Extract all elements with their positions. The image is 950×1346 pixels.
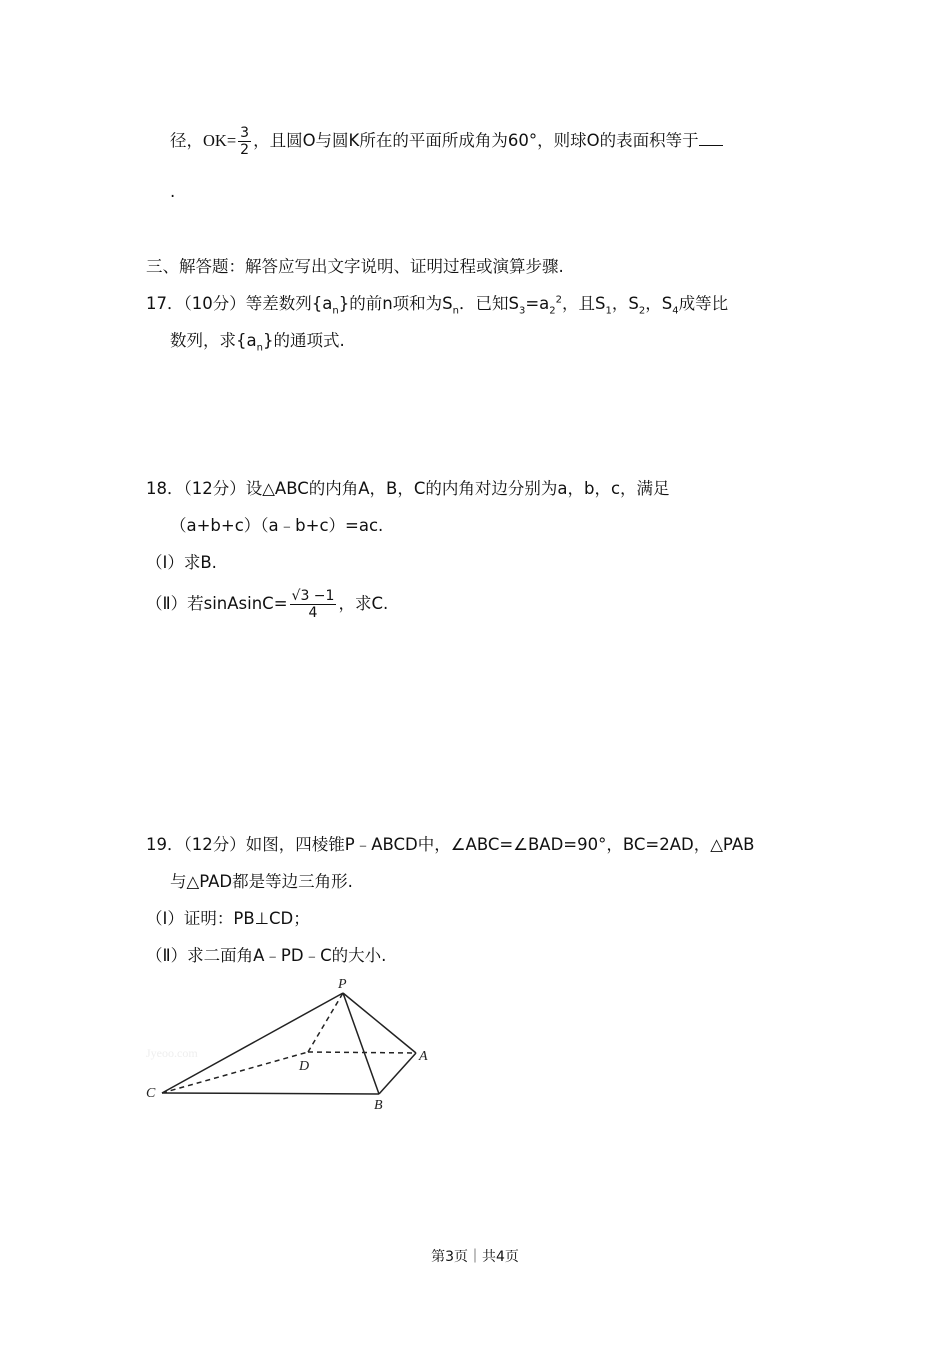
label-b: B — [374, 1098, 383, 1113]
t: 2 — [549, 305, 556, 317]
fraction-3-2 — [238, 125, 251, 158]
q19-part2: （Ⅱ）求二面角A﹣PD﹣C的大小. — [146, 946, 387, 965]
edge-ba — [379, 1053, 416, 1094]
denominator: 2 — [240, 142, 250, 158]
t: }的通项式. — [262, 331, 345, 350]
q18-part2 — [146, 588, 388, 621]
q18-part1: （Ⅰ）求B. — [146, 553, 217, 572]
answer-blank — [699, 131, 723, 146]
denominator: 4 — [308, 605, 318, 621]
q19-line2: 与△PAD都是等边三角形. — [170, 872, 353, 891]
edge-cb — [162, 1093, 379, 1094]
t: ，求C. — [338, 594, 389, 613]
numerator: 3 — [240, 125, 250, 141]
label-d: D — [299, 1059, 310, 1074]
q17-line1 — [146, 290, 728, 316]
text: 径， — [170, 131, 203, 150]
edge-pc — [162, 993, 343, 1093]
t: ，且S — [562, 294, 606, 313]
t: n — [332, 305, 339, 317]
watermark: Jyeoo.com — [146, 1046, 198, 1060]
q18-line2: （a+b+c）（a﹣b+c）=ac. — [170, 516, 384, 535]
section-heading: 三、解答题：解答应写出文字说明、证明过程或演算步骤. — [146, 257, 564, 276]
edge-da — [308, 1052, 416, 1053]
t: 1 — [605, 305, 612, 317]
ok-label: OK= — [203, 131, 237, 150]
q16-continuation — [170, 125, 723, 158]
t: 数列，求{a — [170, 331, 257, 350]
fraction-sqrt3-minus1-over-4 — [290, 588, 337, 621]
page-footer: 第3页｜共4页 — [431, 1249, 519, 1265]
t: （Ⅱ）若sinAsinC= — [146, 594, 288, 613]
t: 2 — [555, 294, 563, 306]
t: }的前n项和为S — [338, 294, 453, 313]
q19-part1: （Ⅰ）证明：PB⊥CD； — [146, 909, 310, 928]
t: ，S — [645, 294, 673, 313]
t: ．已知S — [458, 294, 519, 313]
numerator: √3 −1 — [291, 588, 335, 604]
t: 3 — [518, 305, 526, 317]
t: 2 — [638, 305, 646, 317]
t: n — [452, 305, 459, 317]
t: n — [256, 342, 263, 354]
t: 4 — [672, 305, 679, 317]
q17-line2 — [170, 327, 345, 353]
t: 成等比 — [678, 294, 729, 313]
label-c: C — [146, 1086, 156, 1101]
label-p: P — [338, 977, 347, 992]
t: 17．（10分）等差数列{a — [146, 294, 333, 313]
q18-line1: 18．（12分）设△ABC的内角A，B，C的内角对边分别为a，b，c，满足 — [146, 479, 670, 498]
pyramid-figure — [140, 965, 440, 1115]
text: ，且圆O与圆K所在的平面所成角为60°，则球O的表面积等于 — [253, 131, 699, 150]
t: =a — [525, 294, 550, 313]
period: . — [170, 182, 176, 201]
q19-line1: 19．（12分）如图，四棱锥P﹣ABCD中，∠ABC=∠BAD=90°，BC=2AD，△PAB — [146, 835, 755, 854]
label-a: A — [419, 1049, 428, 1064]
t: ，S — [611, 294, 639, 313]
